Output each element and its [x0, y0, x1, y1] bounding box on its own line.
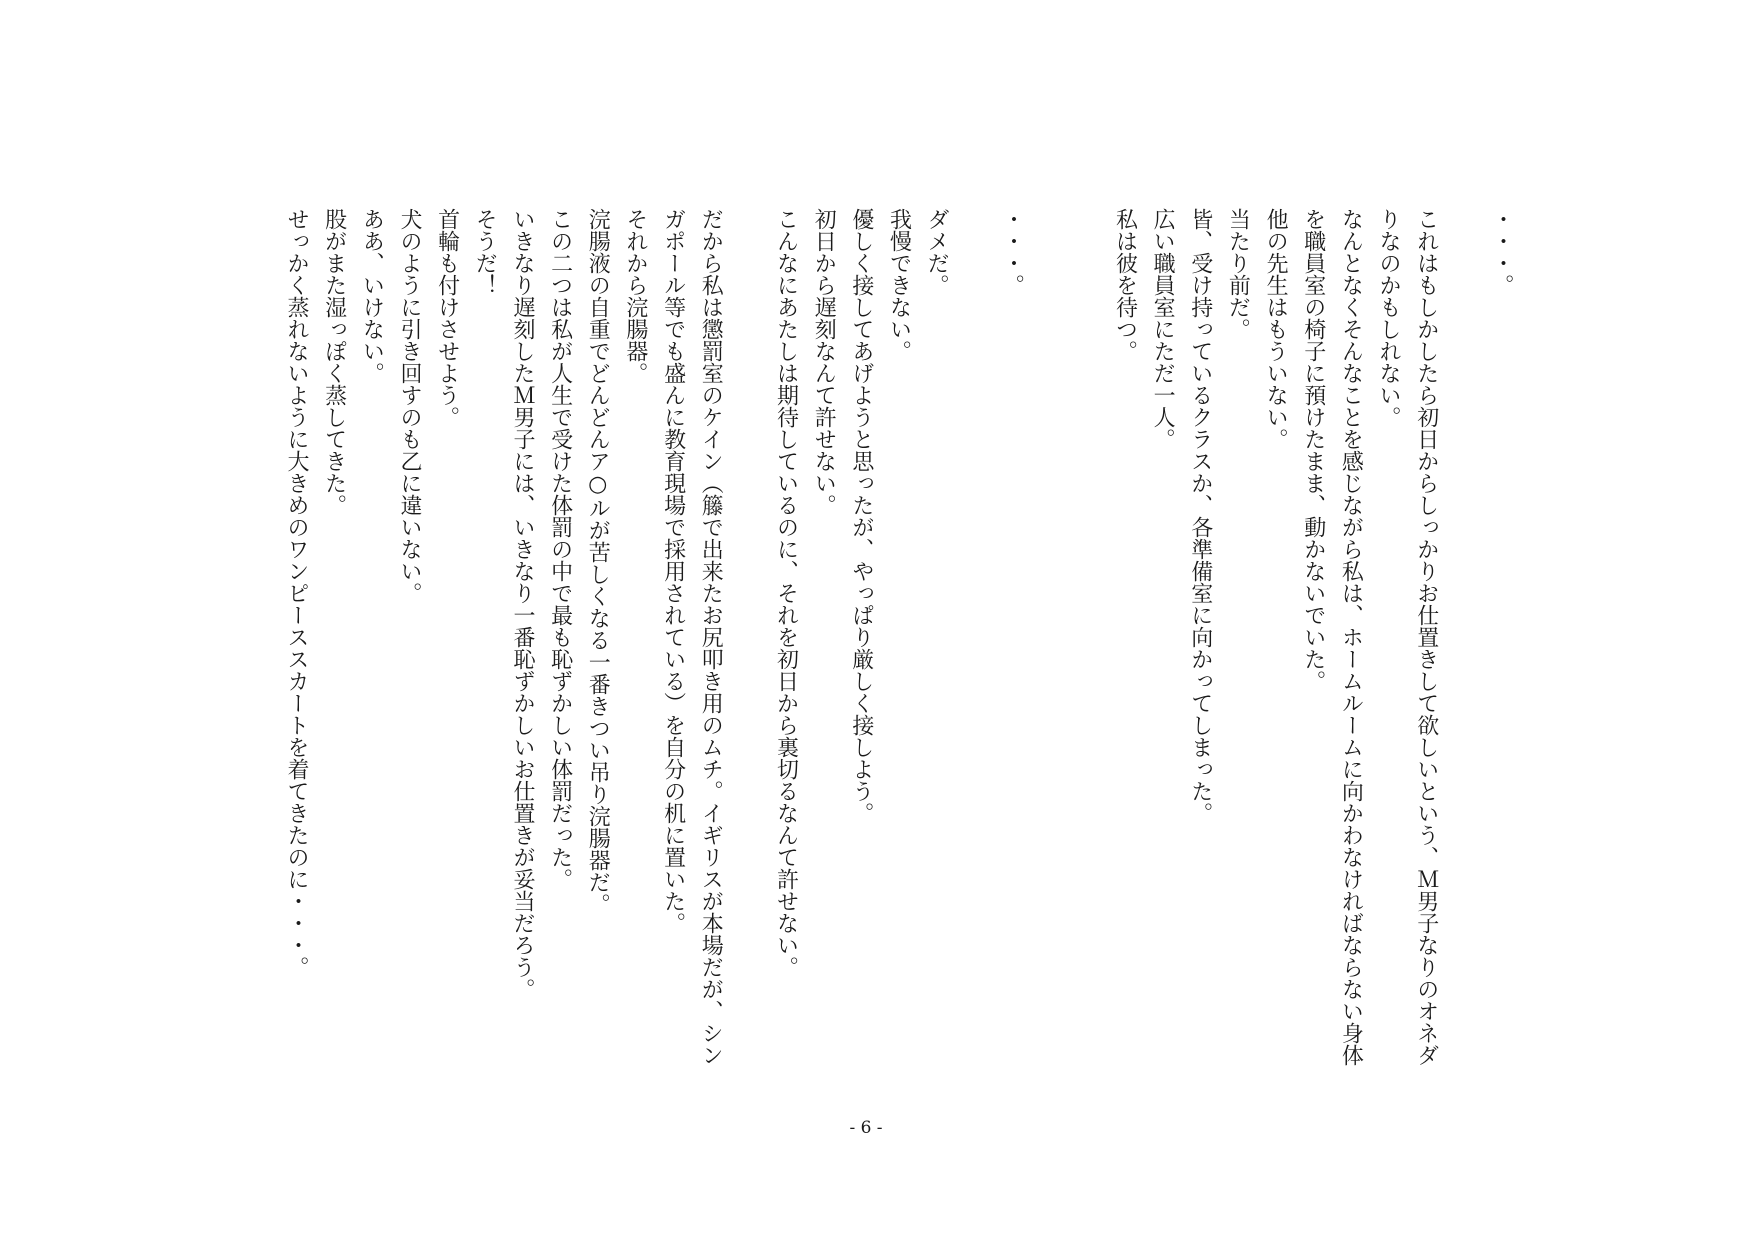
text-line: 広い職員室にただ一人。	[1150, 208, 1176, 450]
blank-line	[1445, 208, 1483, 1088]
blank-line	[1068, 208, 1106, 1088]
text-line: 優しく接してあげようと思ったが、やっぱり厳しく接しよう。	[848, 208, 874, 824]
text-line: 当たり前だ。	[1225, 208, 1251, 340]
text-line: 皆、受け持っているクラスか、各準備室に向かってしまった。	[1187, 208, 1213, 824]
vertical-text-body	[277, 208, 1520, 1088]
text-line: ガポール等でも盛んに教育現場で採用されている）を自分の机に置いた。	[660, 208, 686, 934]
blank-line	[729, 208, 767, 1088]
text-line: ダメだ。	[924, 208, 950, 296]
page-number: - 6 -	[849, 1118, 883, 1138]
text-line: これはもしかしたら初日からしっかりお仕置きして欲しいという、Ｍ男子なりのオネダ	[1413, 208, 1439, 1066]
blank-line	[955, 208, 993, 1088]
text-line: 私は彼を待つ。	[1112, 208, 1138, 362]
text-line: 我慢できない。	[886, 208, 912, 362]
text-line: 初日から遅刻なんて許せない。	[811, 208, 837, 516]
blank-line	[1030, 208, 1068, 1088]
text-line: 首輪も付けさせよう。	[434, 208, 460, 428]
text-line: いきなり遅刻したＭ男子には、いきなり一番恥ずかしいお仕置きが妥当だろう。	[509, 208, 535, 1000]
text-line: 浣腸液の自重でどんどんア○ルが苦しくなる一番きつい吊り浣腸器だ。	[585, 208, 611, 915]
text-line: 他の先生はもういない。	[1263, 208, 1289, 450]
text-line: せっかく蒸れないように大きめのワンピーススカートを着てきたのに・・・。	[284, 208, 309, 978]
text-line: ・・・。	[1489, 208, 1514, 296]
text-line: そうだ！	[472, 208, 498, 296]
text-line: この二つは私が人生で受けた体罰の中で最も恥ずかしい体罰だった。	[547, 208, 573, 890]
text-line: こんなにあたしは期待しているのに、それを初日から裏切るなんて許せない。	[773, 208, 799, 978]
text-line: ああ、いけない。	[359, 208, 385, 384]
text-line: 犬のように引き回すのも乙に違いない。	[396, 208, 422, 604]
text-line: ・・・。	[999, 208, 1025, 296]
text-line: なんとなくそんなことを感じながら私は、ホームルームに向かわなければならない身体	[1338, 208, 1364, 1066]
text-line: 股がまた湿っぽく蒸してきた。	[321, 208, 347, 516]
text-line: だから私は懲罰室のケイン（籐で出来たお尻叩き用のムチ。イギリスが本場だが、シン	[698, 208, 724, 1066]
text-line: それから浣腸器。	[622, 208, 648, 384]
text-line: を職員室の椅子に預けたまま、動かないでいた。	[1300, 208, 1326, 692]
text-line: りなのかもしれない。	[1376, 208, 1402, 428]
